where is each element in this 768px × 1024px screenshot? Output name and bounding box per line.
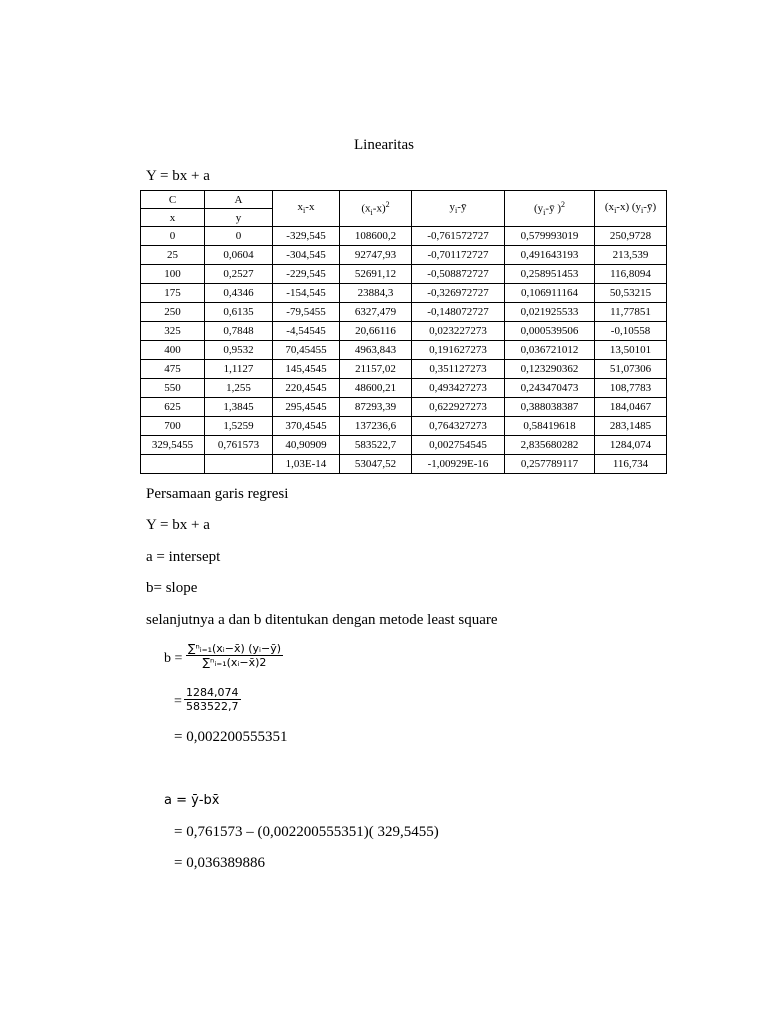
table-cell: 0,764327273 — [412, 417, 505, 436]
intercept-result: = 0,036389886 — [174, 855, 265, 871]
table-cell: 475 — [141, 360, 205, 379]
regression-equation: Y = bx + a — [146, 517, 210, 533]
intercept-substitution: = 0,761573 – (0,002200555351)( 329,5455) — [174, 824, 439, 840]
intercept-formula: a = ȳ-bx̄ — [164, 793, 220, 808]
table-cell: 0,258951453 — [505, 265, 595, 284]
table-cell: 1,1127 — [205, 360, 273, 379]
table-cell: 0,036721012 — [505, 341, 595, 360]
table-cell: 0,7848 — [205, 322, 273, 341]
table-row — [141, 379, 667, 398]
table-row — [141, 341, 667, 360]
table-cell: 184,0467 — [595, 398, 667, 417]
table-cell: 0,58419618 — [505, 417, 595, 436]
page-title: Linearitas — [354, 137, 414, 153]
table-cell: 100 — [141, 265, 205, 284]
table-row — [141, 322, 667, 341]
table-cell: 0,2527 — [205, 265, 273, 284]
table-cell: -0,148072727 — [412, 303, 505, 322]
table-cell: 0,493427273 — [412, 379, 505, 398]
table-cell: 0,106911164 — [505, 284, 595, 303]
b-label: b = — [164, 651, 183, 666]
slope-result: = 0,002200555351 — [174, 729, 288, 745]
table-row — [141, 246, 667, 265]
table-cell: 0,761573 — [205, 436, 273, 455]
slope-definition: b= slope — [146, 580, 198, 596]
intercept-definition: a = intersept — [146, 549, 221, 565]
table-cell: 137236,6 — [340, 417, 412, 436]
table-cell: 0,622927273 — [412, 398, 505, 417]
table-cell: -0,10558 — [595, 322, 667, 341]
table-cell: 0,243470473 — [505, 379, 595, 398]
table-cell: 400 — [141, 341, 205, 360]
table-cell: 92747,93 — [340, 246, 412, 265]
table-cell: 220,4545 — [273, 379, 340, 398]
table-cell: -229,545 — [273, 265, 340, 284]
table-cell: -0,701172727 — [412, 246, 505, 265]
table-cell: 370,4545 — [273, 417, 340, 436]
table-cell: 1,3845 — [205, 398, 273, 417]
table-cell: 2,835680282 — [505, 436, 595, 455]
table-cell: 116,734 — [595, 455, 667, 474]
table-cell: 108,7783 — [595, 379, 667, 398]
table-cell: 1284,074 — [595, 436, 667, 455]
calc-fraction — [184, 686, 241, 713]
table-cell: 108600,2 — [340, 227, 412, 246]
table-cell: 175 — [141, 284, 205, 303]
table-cell: 329,5455 — [141, 436, 205, 455]
table-cell: 250,9728 — [595, 227, 667, 246]
table-cell: -1,00929E-16 — [412, 455, 505, 474]
header-cell-y: y — [205, 209, 273, 227]
table-cell: 25 — [141, 246, 205, 265]
table-cell: -329,545 — [273, 227, 340, 246]
table-cell: 0,9532 — [205, 341, 273, 360]
table-cell: 0,021925533 — [505, 303, 595, 322]
table-cell: -0,761572727 — [412, 227, 505, 246]
table-cell: 87293,39 — [340, 398, 412, 417]
table-cell: 550 — [141, 379, 205, 398]
table-cell: 21157,02 — [340, 360, 412, 379]
table-cell: 0,257789117 — [505, 455, 595, 474]
table-row — [141, 284, 667, 303]
table-cell: -0,508872727 — [412, 265, 505, 284]
table-cell: 295,4545 — [273, 398, 340, 417]
table-cell: 145,4545 — [273, 360, 340, 379]
table-cell: 48600,21 — [340, 379, 412, 398]
table-row — [141, 227, 667, 246]
least-square-note: selanjutnya a dan b ditentukan dengan metode least square — [146, 612, 498, 628]
table-cell: 40,90909 — [273, 436, 340, 455]
data-table — [140, 190, 667, 474]
table-row — [141, 398, 667, 417]
table-cell: 0,388038387 — [505, 398, 595, 417]
table-cell: 11,77851 — [595, 303, 667, 322]
header-cell-dev-y-sq: ($y_i-ȳ$ )$^2$ — [505, 191, 595, 227]
header-cell-dev-x: $x_i-x$ — [273, 191, 340, 227]
table-cell: 0,023227273 — [412, 322, 505, 341]
table-cell: -0,326972727 — [412, 284, 505, 303]
table-cell: 23884,3 — [340, 284, 412, 303]
table-cell: 625 — [141, 398, 205, 417]
table-cell: 0,491643193 — [505, 246, 595, 265]
calc-equals-sign: = — [174, 694, 182, 709]
table-cell: -79,5455 — [273, 303, 340, 322]
table-cell: 20,66116 — [340, 322, 412, 341]
table-cell: 0,0604 — [205, 246, 273, 265]
table-cell: 0 — [205, 227, 273, 246]
header-cell-dev-x-sq: $(x_i-x)^2$ — [340, 191, 412, 227]
table-row — [141, 303, 667, 322]
table-cell: 283,1485 — [595, 417, 667, 436]
header-cell-c: C — [141, 191, 205, 209]
table-cell: 700 — [141, 417, 205, 436]
table-cell: 0,191627273 — [412, 341, 505, 360]
table-row — [141, 455, 667, 474]
calc-numerator: 1284,074 — [186, 686, 239, 699]
header-cell-product: $(x_i-x)$ $(y_i-ȳ)$ — [595, 191, 667, 227]
table-cell: 1,255 — [205, 379, 273, 398]
table-cell: 0,579993019 — [505, 227, 595, 246]
table-cell: 50,53215 — [595, 284, 667, 303]
header-row-1 — [141, 191, 667, 209]
table-cell: 0,123290362 — [505, 360, 595, 379]
persamaan-heading: Persamaan garis regresi — [146, 486, 289, 502]
table-cell: -304,545 — [273, 246, 340, 265]
table-cell: 70,45455 — [273, 341, 340, 360]
equation-top: Y = bx + a — [146, 168, 210, 184]
slope-formula-denominator: ∑ⁿᵢ₌₁(xᵢ−x̄)2 — [186, 655, 283, 669]
table-cell — [205, 455, 273, 474]
table-cell: 13,50101 — [595, 341, 667, 360]
table-cell: 51,07306 — [595, 360, 667, 379]
table-cell: 1,03E-14 — [273, 455, 340, 474]
calc-denominator: 583522,7 — [186, 700, 239, 713]
table-cell: 116,8094 — [595, 265, 667, 284]
slope-formula — [186, 642, 283, 669]
slope-formula-numerator: ∑ⁿᵢ₌₁(xᵢ−x̄) (yᵢ−ȳ) — [188, 642, 282, 655]
table-cell: 53047,52 — [340, 455, 412, 474]
table-row — [141, 265, 667, 284]
table-row — [141, 436, 667, 455]
table-cell: -154,545 — [273, 284, 340, 303]
header-cell-x: x — [141, 209, 205, 227]
table-cell: 250 — [141, 303, 205, 322]
table-cell: 213,539 — [595, 246, 667, 265]
table-cell: -4,54545 — [273, 322, 340, 341]
table-cell: 52691,12 — [340, 265, 412, 284]
table-row — [141, 360, 667, 379]
table-cell: 325 — [141, 322, 205, 341]
header-cell-dev-y: $y_i-ȳ$ — [412, 191, 505, 227]
table-cell: 0,002754545 — [412, 436, 505, 455]
table-cell: 0,351127273 — [412, 360, 505, 379]
table-cell: 0,4346 — [205, 284, 273, 303]
table-cell: 1,5259 — [205, 417, 273, 436]
table-cell: 4963,843 — [340, 341, 412, 360]
table-cell: 0,000539506 — [505, 322, 595, 341]
table-cell: 6327,479 — [340, 303, 412, 322]
table-cell: 0,6135 — [205, 303, 273, 322]
table-row — [141, 417, 667, 436]
table-cell: 0 — [141, 227, 205, 246]
table-cell: 583522,7 — [340, 436, 412, 455]
header-cell-a: A — [205, 191, 273, 209]
table-cell — [141, 455, 205, 474]
